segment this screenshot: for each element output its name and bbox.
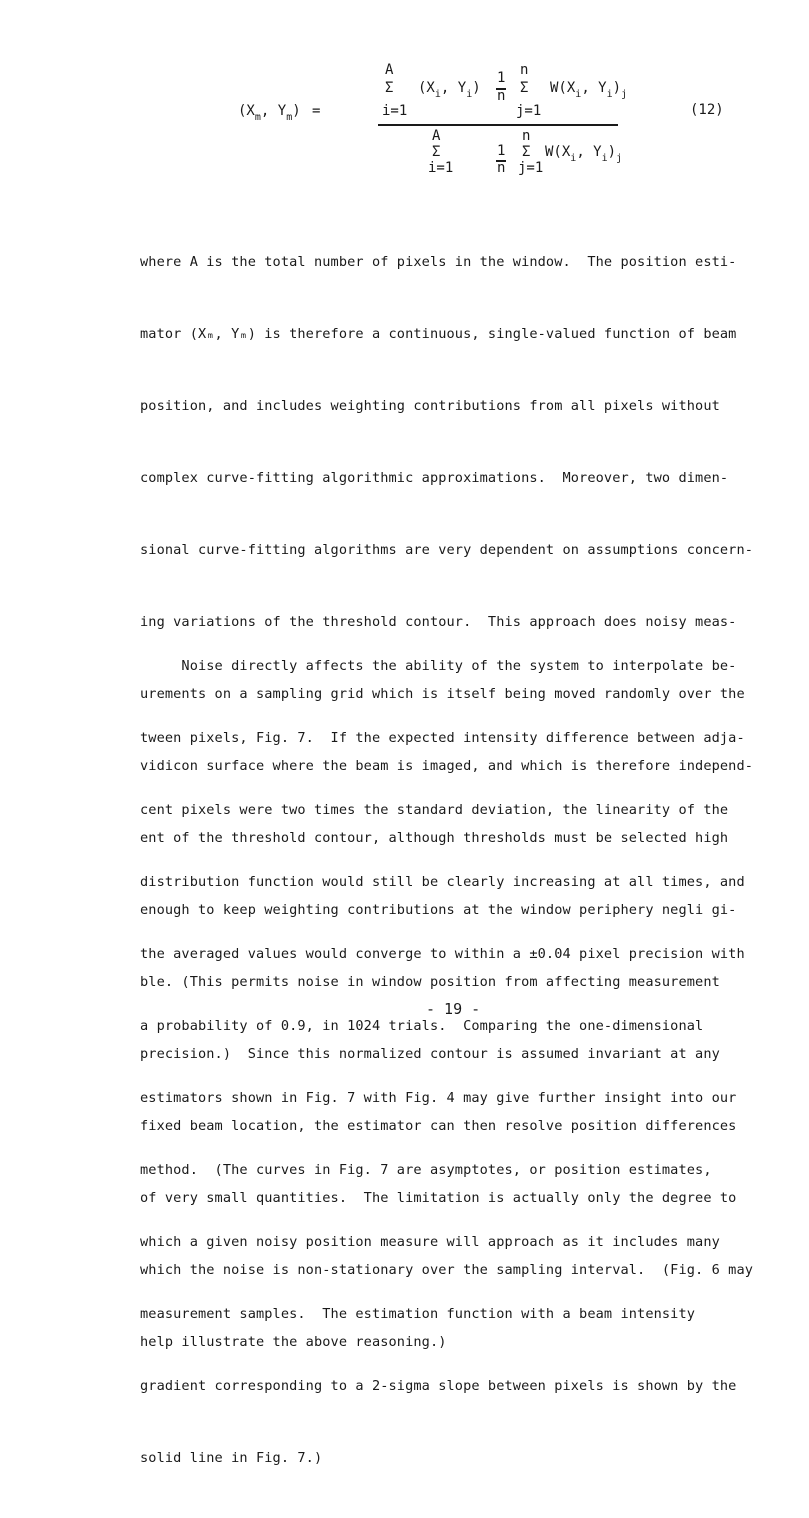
fraction-line bbox=[378, 124, 618, 126]
den-sum-upper-n: n bbox=[522, 128, 531, 144]
text-line: precision.) Since this normalized contour is assumed invariant at any bbox=[140, 1046, 720, 1062]
text-line: of very small quantities. The limitation is actually only the degree to bbox=[140, 1190, 737, 1206]
text-line: Noise directly affects the ability of the system to interpolate be- bbox=[140, 658, 737, 674]
text-line: estimators shown in Fig. 7 with Fig. 4 may give further insight into our bbox=[140, 1090, 737, 1106]
den-frac-n: n bbox=[497, 160, 506, 176]
den-sum-lower-i: i=1 bbox=[428, 160, 454, 176]
text-line: vidicon surface where the beam is imaged, and which is therefore independ- bbox=[140, 758, 754, 774]
text-line: help illustrate the above reasoning.) bbox=[140, 1334, 447, 1350]
num-weight: $W(X_i$, $Y_i)_j$ bbox=[550, 80, 628, 100]
text-line: ent of the threshold contour, although thresholds must be selected high bbox=[140, 830, 729, 846]
num-sigma-1: Σ bbox=[385, 80, 394, 96]
text-line: measurement samples. The estimation function with a beam intensity bbox=[140, 1306, 696, 1322]
text-line: cent pixels were two times the standard deviation, the linearity of the bbox=[140, 802, 729, 818]
num-sum-upper-A: A bbox=[385, 62, 394, 78]
text-line: which a given noisy position measure will approach as it includes many bbox=[140, 1234, 720, 1250]
den-weight: $W(X_i$, $Y_i)_j$ bbox=[545, 144, 623, 164]
page-number: - 19 - bbox=[426, 1000, 481, 1018]
text-line: enough to keep weighting contributions at the window periphery negli gi- bbox=[140, 902, 737, 918]
text-line: complex curve-fitting algorithmic approximations. Moreover, two dimen- bbox=[140, 470, 729, 486]
den-sum-upper-A: A bbox=[432, 128, 441, 144]
den-sum-lower-j: j=1 bbox=[518, 160, 544, 176]
text-line: where A is the total number of pixels in the window. The position esti- bbox=[140, 254, 737, 270]
text-line: solid line in Fig. 7.) bbox=[140, 1450, 323, 1466]
text-line: sional curve-fitting algorithms are very dependent on assumptions concern- bbox=[140, 542, 754, 558]
text-line: ing variations of the threshold contour. This approach does noisy meas- bbox=[140, 614, 737, 630]
den-sigma-1: Σ bbox=[432, 144, 441, 160]
equation-number: (12) bbox=[690, 102, 724, 118]
den-frac-one: 1 bbox=[497, 143, 506, 159]
text-line: which the noise is non-stationary over the sampling interval. (Fig. 6 may bbox=[140, 1262, 754, 1278]
text-line: the averaged values would converge to within a ±0.04 pixel precision with bbox=[140, 946, 745, 962]
num-frac-one: 1 bbox=[497, 70, 506, 86]
text-line: gradient corresponding to a 2-sigma slope between pixels is shown by the bbox=[140, 1378, 737, 1394]
eq-equals: = bbox=[312, 103, 321, 119]
num-pair: ($X_i$, $Y_i$) bbox=[418, 80, 481, 100]
num-sum-lower-j: j=1 bbox=[516, 103, 542, 119]
text-line: position, and includes weighting contributions from all pixels without bbox=[140, 398, 720, 414]
text-line: tween pixels, Fig. 7. If the expected intensity difference between adja- bbox=[140, 730, 745, 746]
text-line: fixed beam location, the estimator can then resolve position differences bbox=[140, 1118, 737, 1134]
text-line: a probability of 0.9, in 1024 trials. Comparing the one-dimensional bbox=[140, 1018, 704, 1034]
text-line: method. (The curves in Fig. 7 are asymptotes, or position estimates, bbox=[140, 1162, 712, 1178]
text-line: ble. (This permits noise in window position from affecting measurement bbox=[140, 974, 720, 990]
den-sigma-2: Σ bbox=[522, 144, 531, 160]
eq-lhs: ($X_m$, $Y_m$) bbox=[238, 103, 301, 123]
num-sum-lower-i: i=1 bbox=[382, 103, 408, 119]
num-sum-upper-n: n bbox=[520, 62, 529, 78]
equation-12 bbox=[0, 0, 809, 200]
num-frac-n: n bbox=[497, 88, 506, 104]
text-line: distribution function would still be clearly increasing at all times, and bbox=[140, 874, 745, 890]
paragraph-2 bbox=[140, 606, 754, 1518]
num-sigma-2: Σ bbox=[520, 80, 529, 96]
text-line: mator (Xₘ, Yₘ) is therefore a continuous, single-valued function of beam bbox=[140, 326, 737, 342]
text-line: urements on a sampling grid which is itself being moved randomly over the bbox=[140, 686, 745, 702]
